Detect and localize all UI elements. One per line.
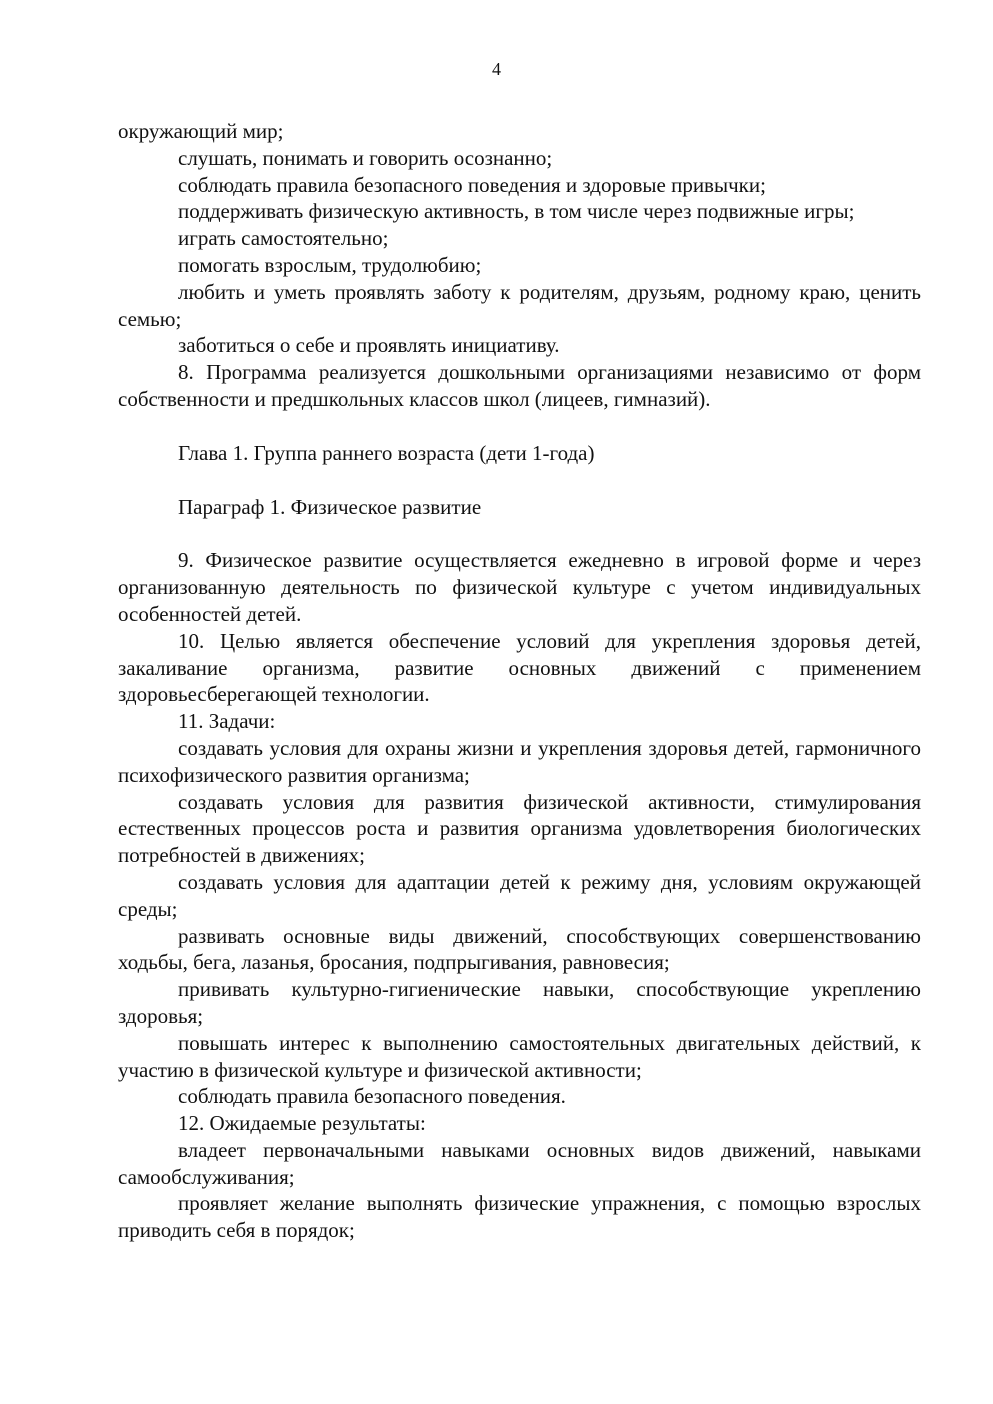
paragraph-heading: Параграф 1. Физическое развитие [178,494,482,519]
chapter-heading: Глава 1. Группа раннего возраста (дети 1-года) [178,440,595,465]
paragraph: соблюдать правила безопасного поведения. [178,1084,566,1109]
paragraph: повышать интерес к выполнению самостоятельных двигательных действий, к участию в физической культуре и физической активности; [118,1030,921,1082]
paragraph: прививать культурно-гигиенические навыки, способствующие укреплению здоровья; [118,977,921,1028]
paragraph: проявляет желание выполнять физические упражнения, с помощью взрослых приводить себя в порядок; [118,1191,921,1243]
paragraph: 11. Задачи: [178,709,276,734]
paragraph: помогать взрослым, трудолюбию; [178,252,482,277]
paragraph: создавать условия для охраны жизни и укрепления здоровья детей, гармоничного психофизического развития организма; [118,735,921,787]
paragraph: 8. Программа реализуется дошкольными организациями независимо от форм собственности и предшкольных классов школ (лицеев, гимназий). [118,360,921,411]
page-number: 4 [492,59,501,79]
paragraph: создавать условия для адаптации детей к режиму дня, условиям окружающей среды; [118,869,921,921]
section-body [118,547,921,1244]
paragraph: 10. Целью является обеспечение условий для укрепления здоровья детей, закаливание организма, развитие основных движений с применением здоровьесберегающей технологии. [118,628,921,707]
paragraph: соблюдать правила безопасного поведения и здоровые привычки; [178,172,766,197]
paragraph: развивать основные виды движений, способствующих совершенствованию ходьбы, бега, лазанья, бросания, подпрыгивания, равновесия; [118,923,921,975]
paragraph: 12. Ожидаемые результаты: [178,1111,426,1136]
paragraph: играть самостоятельно; [178,226,389,251]
paragraph: 9. Физическое развитие осуществляется ежедневно в игровой форме и через организованную деятельность по физической культуре с учетом индивидуальных особенностей детей. [118,548,921,626]
paragraph: слушать, понимать и говорить осознанно; [178,145,553,170]
paragraph: поддерживать физическую активность, в том числе через подвижные игры; [178,199,855,224]
paragraph: заботиться о себе и проявлять инициативу. [178,333,560,358]
paragraph: владеет первоначальными навыками основных видов движений, навыками самообслуживания; [118,1137,921,1189]
document-body [118,118,921,1244]
paragraph: окружающий мир; [118,119,284,143]
paragraph: создавать условия для развития физической активности, стимулирования естественных процессов роста и развития организма удовлетворения биологических потребностей в движениях; [118,789,921,868]
paragraph: любить и уметь проявлять заботу к родителям, друзьям, родному краю, ценить семью; [118,279,921,331]
